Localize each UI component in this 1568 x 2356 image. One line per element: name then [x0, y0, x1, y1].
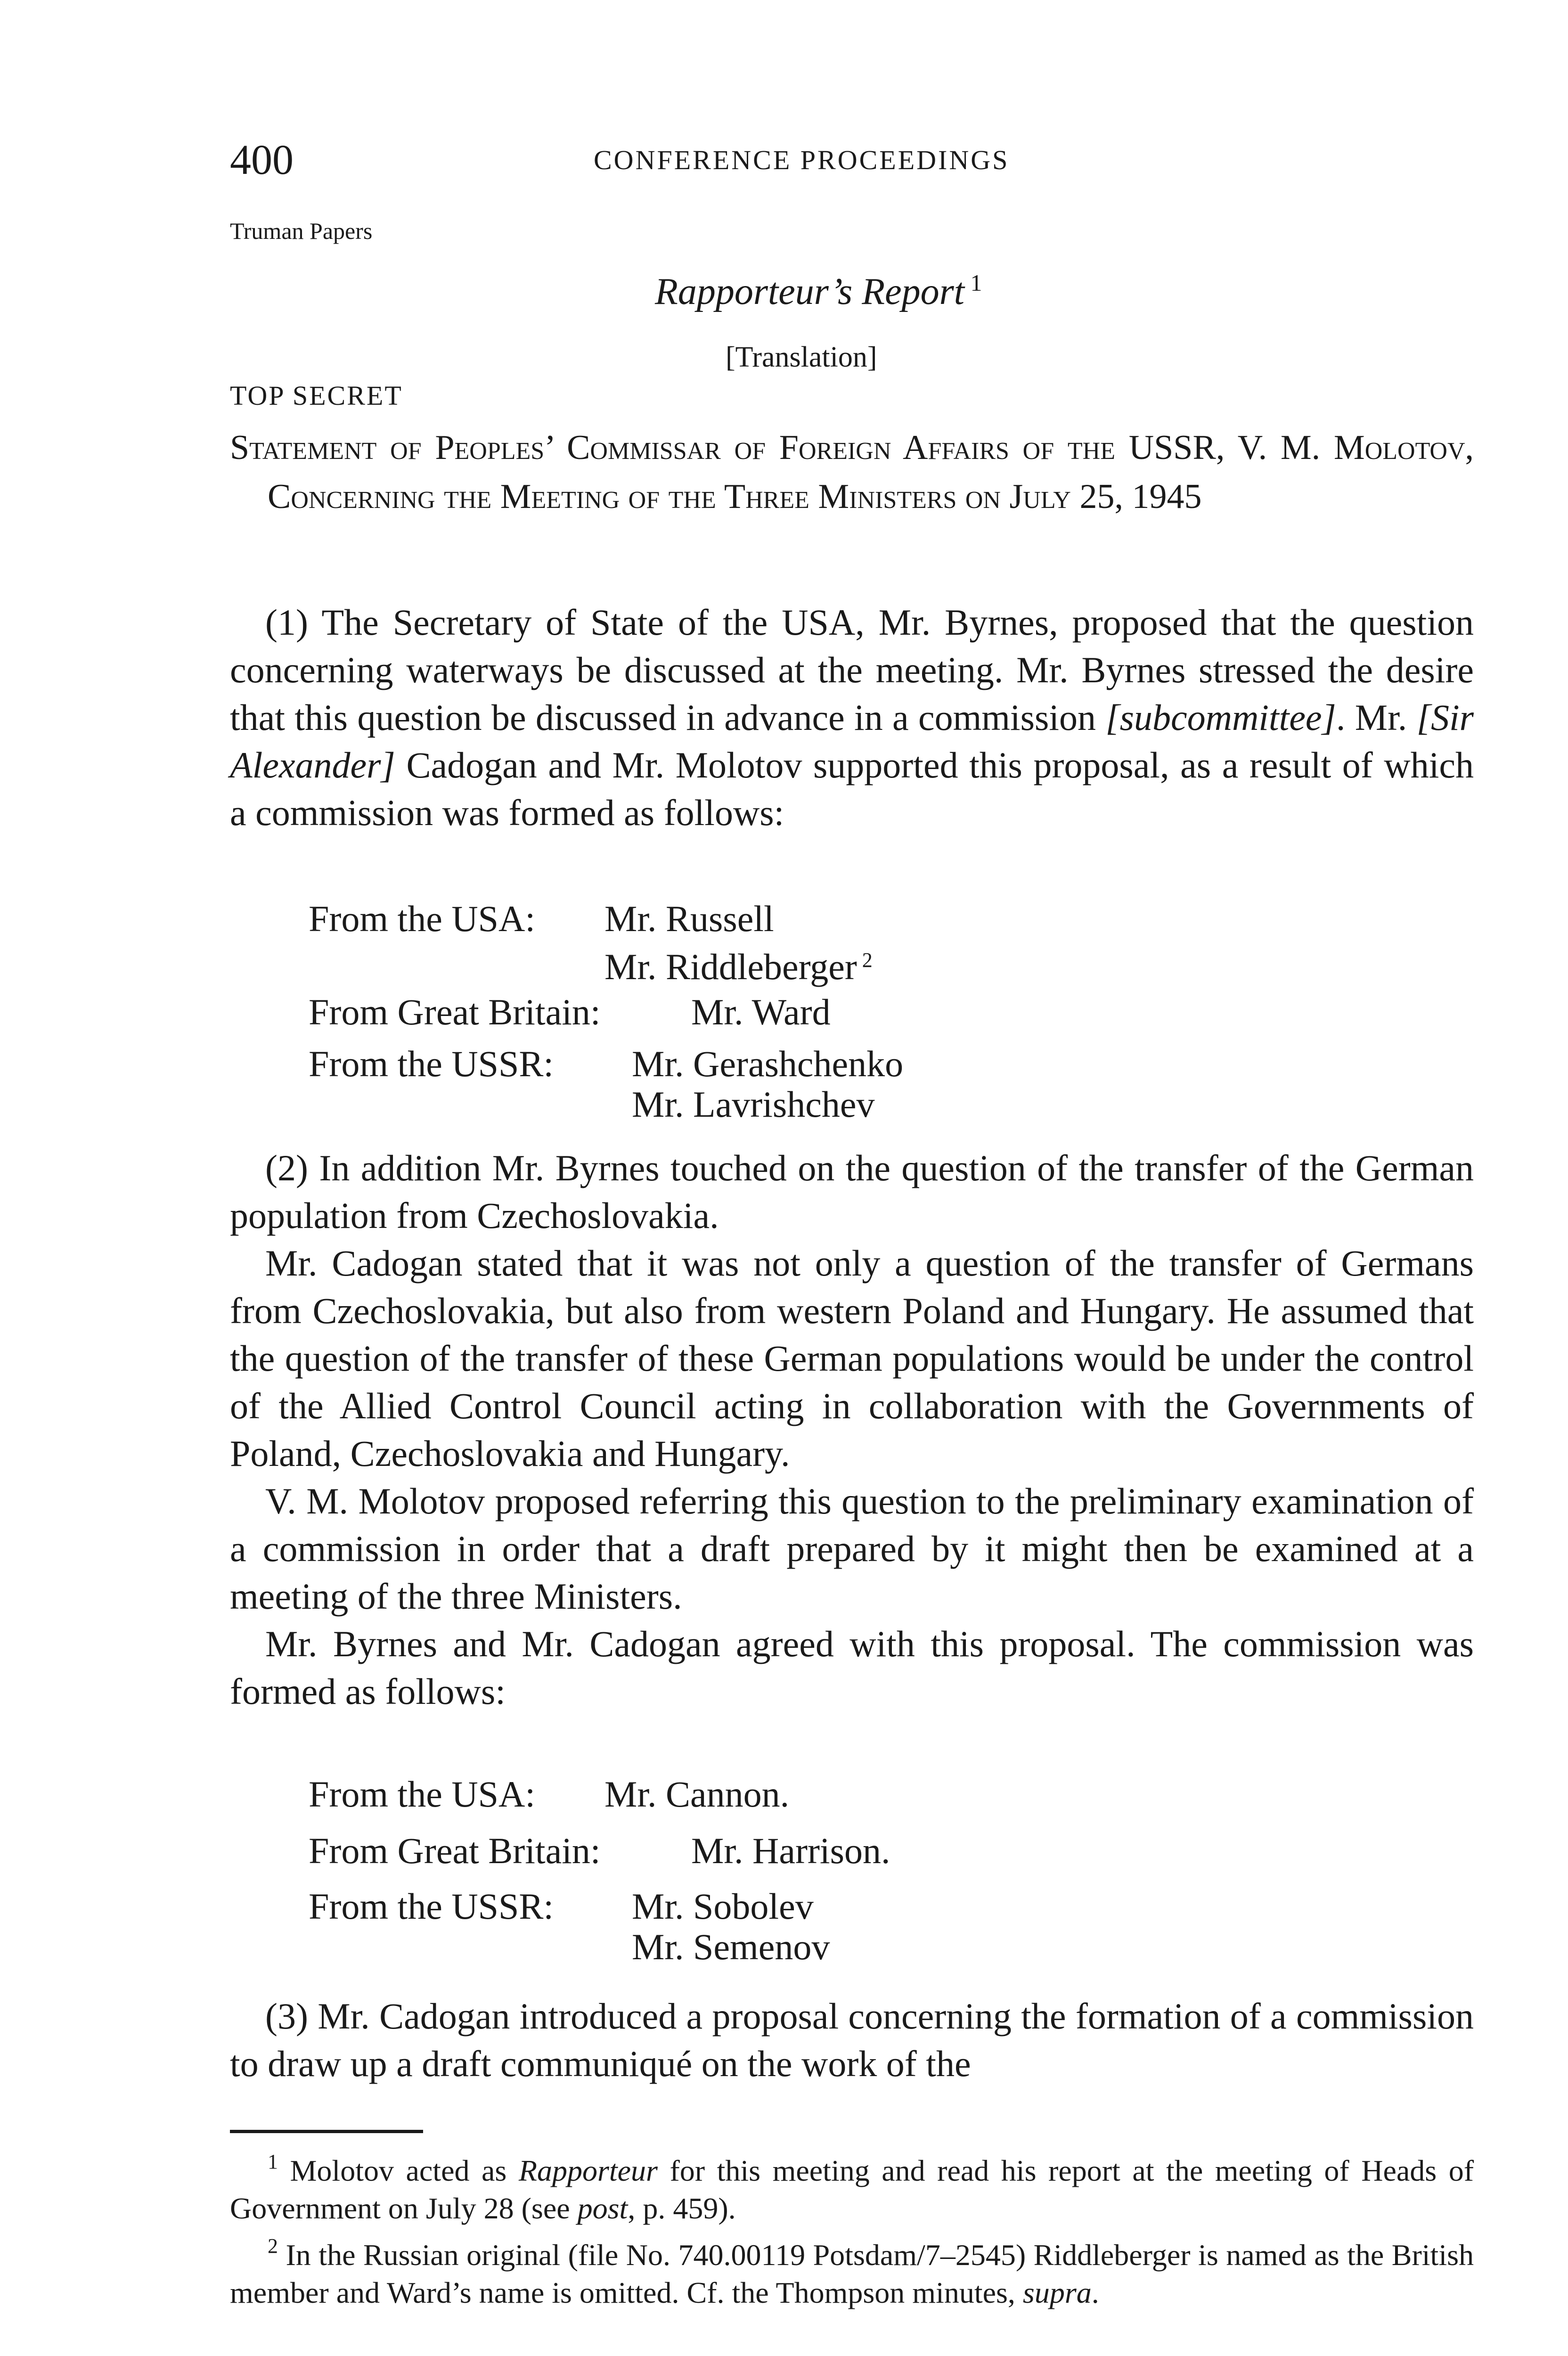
- commission-1-ussr-member-1: Mr. Gerashchenko: [632, 1043, 904, 1084]
- footnote-marker: 1: [970, 270, 982, 296]
- page-number: 400: [230, 137, 294, 183]
- paragraph-5: Mr. Byrnes and Mr. Cadogan agreed with this proposal. The commission was formed as follows:: [230, 1623, 1474, 1712]
- footnote-marker: 2: [268, 2234, 278, 2258]
- running-head: CONFERENCE PROCEEDINGS: [594, 145, 1010, 175]
- commission-1-gb-label: From Great Britain:: [309, 991, 601, 1032]
- commission-1-usa-label: From the USA:: [309, 898, 536, 939]
- footnote-divider: [230, 2130, 423, 2133]
- commission-1-usa-member-1: Mr. Russell: [604, 898, 774, 939]
- commission-1-ussr-label: From the USSR:: [309, 1043, 554, 1084]
- classification-label: TOP SECRET: [230, 380, 403, 411]
- commission-1-gb-member: Mr. Ward: [691, 991, 831, 1032]
- commission-2-ussr-member-1: Mr. Sobolev: [632, 1886, 814, 1927]
- commission-1-ussr-member-2: Mr. Lavrishchev: [632, 1084, 875, 1125]
- footnote-marker: 2: [862, 949, 873, 972]
- commission-1-usa-member-2: Mr. Riddleberger $^2$: [604, 946, 873, 987]
- statement-heading: Statement of Peoples’ Commissar of Foreign Affairs of the USSR, V. M. Molotov, Concerning the Meeting of the Three Ministers on July 25, 1945: [230, 428, 1474, 516]
- footnote-2: $^2$ In the Russian original (file No. 740.00119 Potsdam/7–2545) Riddleberger is named as the British member and Ward’s name is omitted. Cf. the Thompson minutes, supra.: [230, 2234, 1474, 2309]
- paragraph-3: Mr. Cadogan stated that it was not only a question of the transfer of Germans from Czechoslovakia, but also from western Poland and Hungary. He assumed that the question of the transfer of these German populations would be under the control of the Allied Control Council acting in collaboration with the Governments of Poland, Czechoslovakia and Hungary.: [230, 1243, 1474, 1474]
- commission-2-ussr-member-2: Mr. Semenov: [632, 1926, 830, 1967]
- paragraph-4: V. M. Molotov proposed referring this question to the preliminary examination of a commission in order that a draft prepared by it might then be examined at a meeting of the three Ministers.: [230, 1481, 1474, 1617]
- paragraph-1: (1) The Secretary of State of the USA, Mr. Byrnes, proposed that the question concerning waterways be discussed at the meeting. Mr. Byrnes stressed the desire that this question be discussed in advance in a commission [subcommittee]. Mr. [Sir Alexander] Cadogan and Mr. Molotov supported this proposal, as a result of which a commission was formed as follows:: [230, 602, 1474, 833]
- paragraph-6-block: [230, 1992, 1474, 2087]
- report-title-text: Rapporteur’s Report: [655, 271, 965, 312]
- subcommittee-insert: [subcommittee]: [1105, 697, 1336, 738]
- footnote-1: $^1$ Molotov acted as Rapporteur for this meeting and read his report at the meeting of Heads of Government on July 28 (see post, p. 459).: [230, 2150, 1474, 2225]
- translation-note: [Translation]: [726, 341, 877, 373]
- source-collection: Truman Papers: [230, 218, 373, 244]
- commission-2-gb-label: From Great Britain:: [309, 1830, 601, 1871]
- commission-2-usa-label: From the USA:: [309, 1774, 536, 1815]
- commission-2-ussr-label: From the USSR:: [309, 1886, 554, 1927]
- commission-2-usa-member: Mr. Cannon.: [604, 1774, 790, 1815]
- footnotes: [230, 2143, 1474, 2312]
- footnote-marker: 1: [268, 2150, 278, 2173]
- commission-2-gb-member: Mr. Harrison.: [691, 1830, 890, 1871]
- paragraph-6: (3) Mr. Cadogan introduced a proposal concerning the formation of a commission to draw up a draft communiqué on the work of the: [230, 1996, 1474, 2084]
- sir-alexander-insert: [Sir Alexander]: [230, 697, 1474, 785]
- paragraph-2: (2) In addition Mr. Byrnes touched on the question of the transfer of the German population from Czechoslovakia.: [230, 1147, 1474, 1236]
